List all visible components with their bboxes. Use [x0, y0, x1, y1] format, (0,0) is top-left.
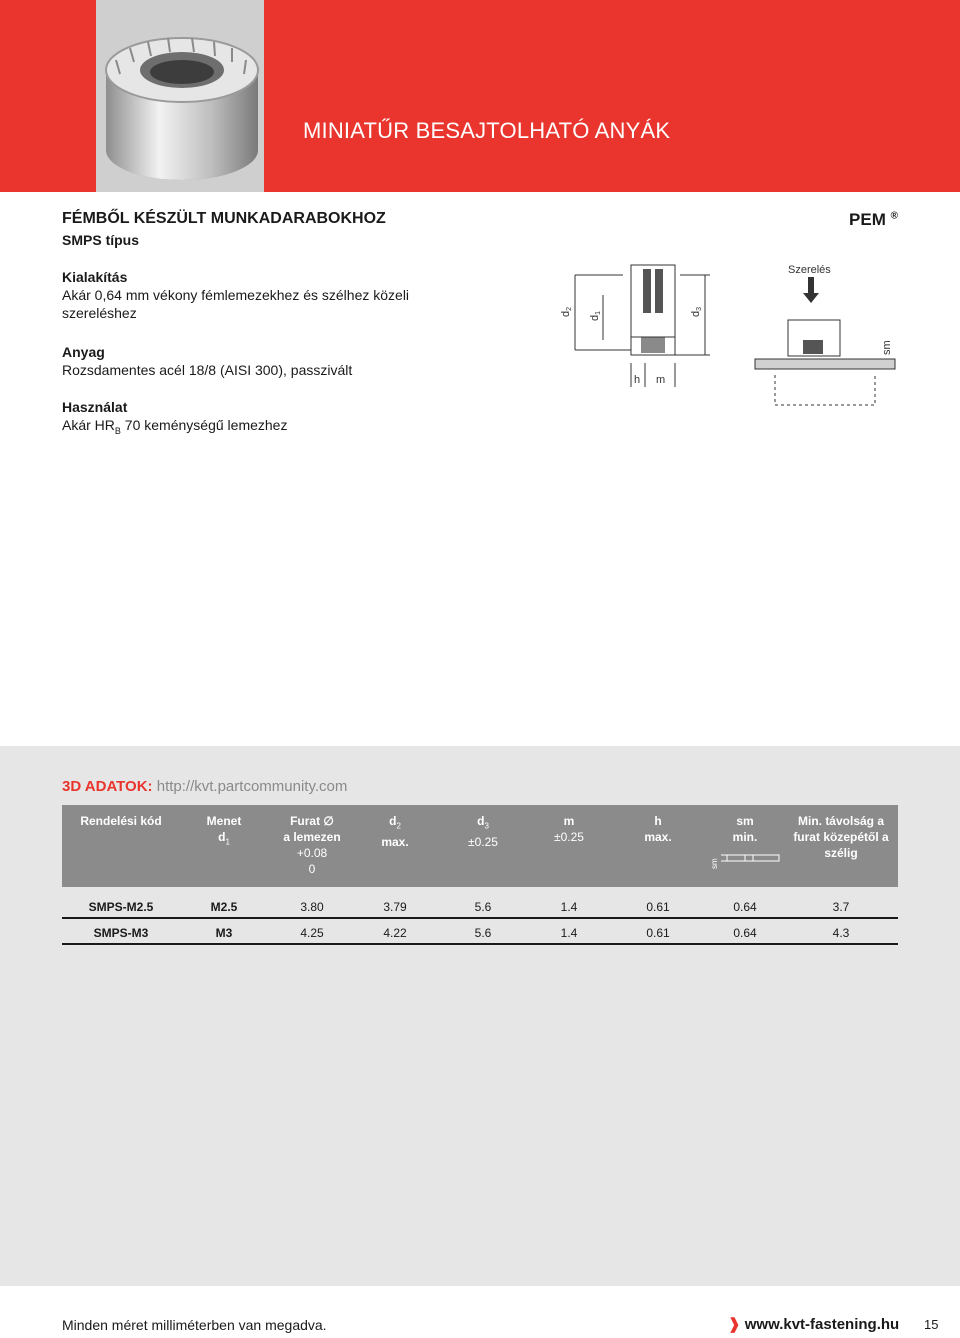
nut-side-view — [631, 265, 675, 355]
dim-d1-label: d1 — [589, 310, 602, 321]
footer-url-text[interactable]: www.kvt-fastening.hu — [744, 1316, 900, 1333]
cell-h: 0.61 — [646, 900, 670, 914]
col-m: m ±0.25 — [554, 814, 584, 844]
brand-logo: PEM ® — [849, 210, 898, 229]
footer-url[interactable] — [728, 1315, 899, 1333]
col-thread: Menet $d_1$ — [206, 814, 242, 847]
product-photo — [96, 0, 264, 192]
footer-note: Minden méret milliméterben van megadva. — [62, 1317, 327, 1333]
col-edge-distance: Min. távolság a furat közepétől a szélig — [793, 814, 889, 860]
dim-m-label: m — [656, 374, 666, 386]
cell-d2: 4.22 — [383, 926, 407, 940]
dim-d2-label: d2 — [560, 306, 573, 317]
press-nut-image — [96, 0, 264, 192]
cell-thread: M2.5 — [210, 900, 238, 914]
design-heading: Kialakítás — [62, 269, 128, 285]
table-header — [62, 805, 898, 887]
cell-d2: 3.79 — [383, 900, 407, 914]
cell-sm: 0.64 — [733, 900, 757, 914]
design-text-line2: szereléshez — [62, 305, 137, 321]
technical-drawing — [545, 255, 915, 415]
col-h: h max. — [644, 814, 672, 844]
installed-section-view — [755, 320, 895, 405]
table-row — [62, 893, 898, 919]
install-label: Szerelés — [788, 264, 831, 276]
cell-edge-distance: 3.7 — [832, 900, 850, 914]
col-d3: $d_3$ ±0.25 — [468, 814, 498, 850]
dim-sm-label: sm — [881, 340, 893, 355]
cell-d3: 5.6 — [474, 926, 492, 940]
3d-data-label: 3D ADATOK: — [62, 778, 153, 795]
usage-text: Akár $HR_B$ 70 keménységű lemezhez — [62, 417, 288, 436]
dim-d3-label: d3 — [690, 306, 703, 317]
page-number: 15 — [924, 1317, 939, 1332]
col-d2: $d_2$ max. — [381, 814, 409, 850]
cell-sm: 0.64 — [733, 926, 757, 940]
chevron-right-icon: ❱ — [728, 1316, 741, 1333]
cell-m: 1.4 — [560, 926, 578, 940]
material-text: Rozsdamentes acél 18/8 (AISI 300), passzivált — [62, 362, 353, 378]
cell-d3: 5.6 — [474, 900, 492, 914]
col-hole: Furat ∅ a lemezen +0.08 0 — [283, 814, 341, 876]
title-banner — [0, 0, 960, 192]
svg-text:sm: sm — [710, 858, 719, 869]
usage-heading: Használat — [62, 399, 128, 415]
design-text-line1: Akár 0,64 mm vékony fémlemezekhez és szélhez közeli — [62, 287, 410, 303]
col-sm: sm min. sm — [702, 813, 788, 875]
3d-data-link[interactable]: http://kvt.partcommunity.com — [156, 778, 348, 795]
cell-code: SMPS-M3 — [93, 926, 149, 940]
material-heading: Anyag — [62, 344, 105, 360]
sheet-thickness-icon — [705, 845, 785, 871]
registered-mark: ® — [890, 210, 898, 222]
section-title: FÉMBŐL KÉSZÜLT MUNKADARABOKHOZ — [62, 210, 386, 227]
cell-edge-distance: 4.3 — [832, 926, 850, 940]
material-block — [62, 343, 352, 379]
3d-data-line — [62, 778, 347, 795]
cell-thread: M3 — [215, 926, 233, 940]
cell-hole: 4.25 — [300, 926, 324, 940]
dim-h-label: h — [634, 374, 641, 386]
cell-h: 0.61 — [646, 926, 670, 940]
cell-code: SMPS-M2.5 — [88, 900, 154, 914]
install-arrow-icon — [803, 277, 819, 303]
usage-block — [62, 398, 287, 440]
table-row — [62, 919, 898, 945]
design-block — [62, 268, 409, 322]
type-subtitle: SMPS típus — [62, 232, 140, 248]
cell-hole: 3.80 — [300, 900, 324, 914]
col-code: Rendelési kód — [80, 814, 162, 828]
page-title: MINIATŰR BESAJTOLHATÓ ANYÁK — [303, 118, 671, 143]
cell-m: 1.4 — [560, 900, 578, 914]
